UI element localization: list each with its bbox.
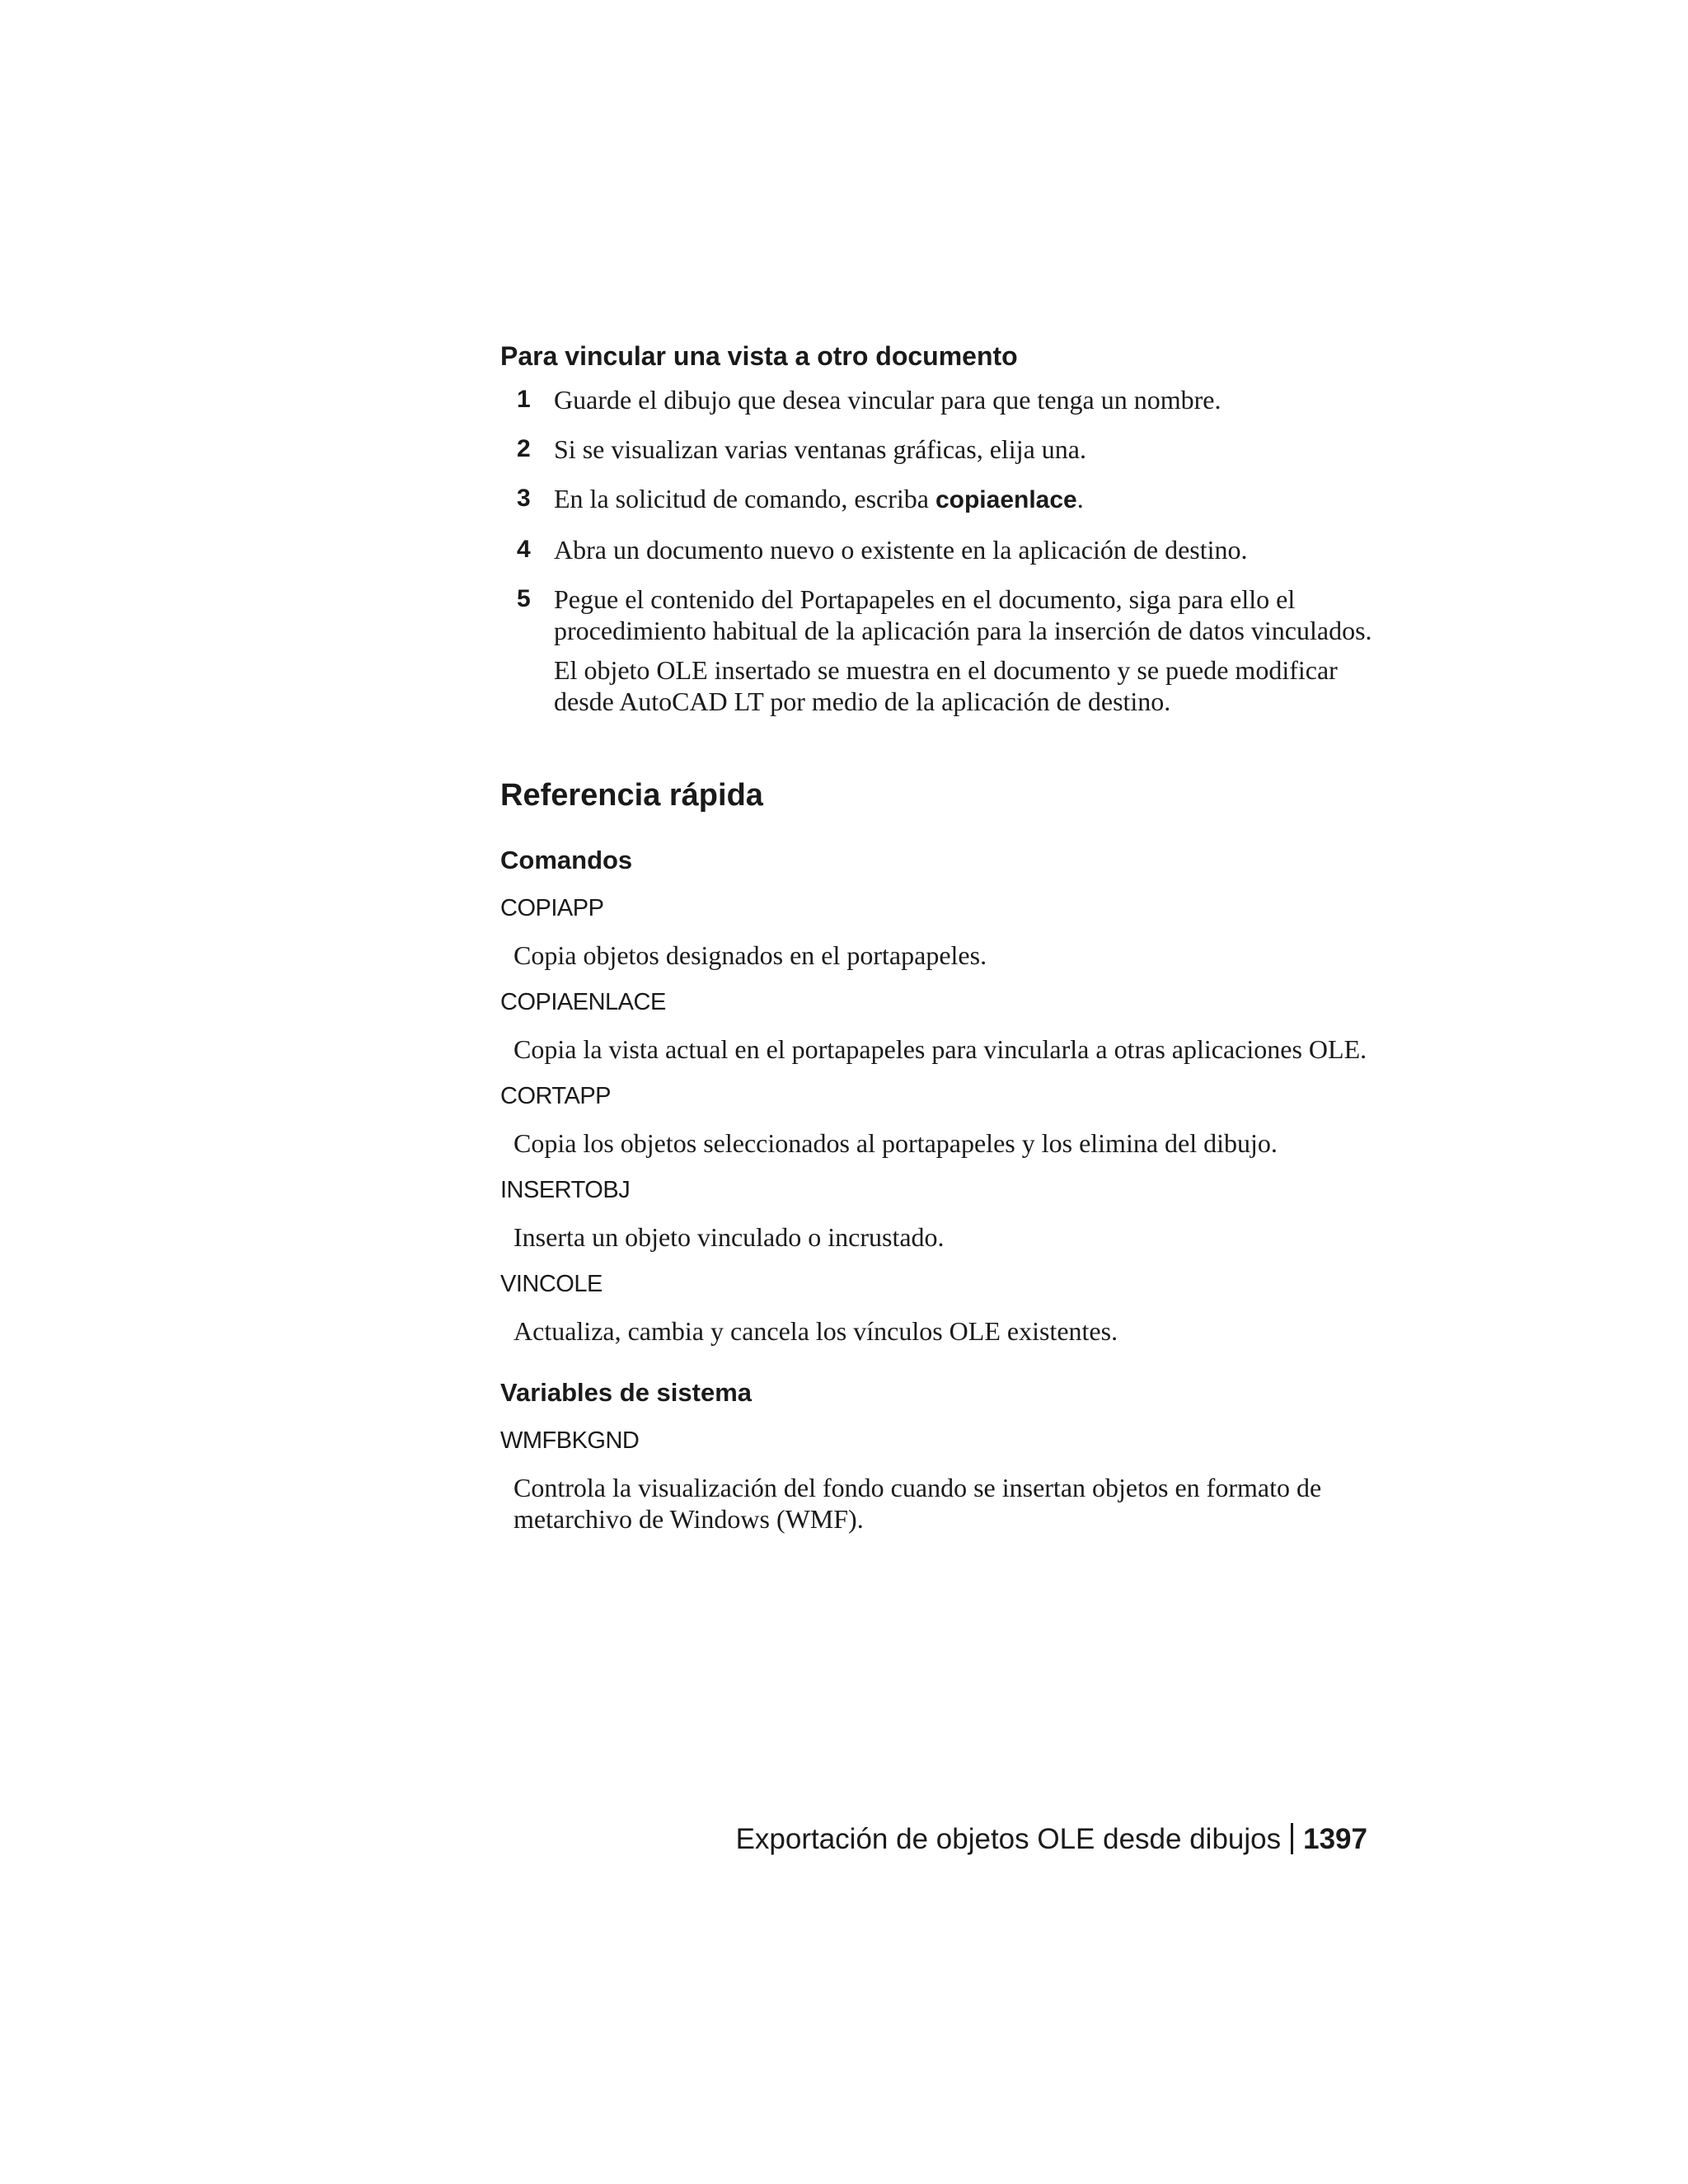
- step-result-note: El objeto OLE insertado se muestra en el documento y se puede modificar desde AutoCAD LT por medio de la aplicación de destino.: [554, 655, 1338, 716]
- step-number: 2: [517, 435, 531, 462]
- step-number: 4: [517, 536, 531, 563]
- command-term: INSERTOBJ: [500, 1177, 631, 1203]
- quick-reference-title: Referencia rápida: [500, 778, 763, 813]
- page-number: 1397: [1303, 1823, 1367, 1855]
- procedure-steps: [500, 384, 1374, 717]
- command-description: Copia los objetos seleccionados al portapapeles y los elimina del dibujo.: [513, 1128, 1278, 1158]
- step-text: Si se visualizan varias ventanas gráficas, elija una.: [554, 434, 1086, 464]
- command-description: Actualiza, cambia y cancela los vínculos OLE existentes.: [513, 1316, 1118, 1346]
- command-description: Copia la vista actual en el portapapeles para vincularla a otras aplicaciones OLE.: [513, 1034, 1367, 1064]
- step-item: [500, 483, 1374, 516]
- step-text: Pegue el contenido del Portapapeles en el documento, siga para ello el procedimiento habitual de la aplicación para la inserción de datos vinculados.: [554, 584, 1372, 645]
- procedure-title: Para vincular una vista a otro documento: [500, 341, 1018, 371]
- system-variable-term: WMFBKGND: [500, 1427, 640, 1454]
- step-item: [500, 583, 1374, 717]
- command-term: VINCOLE: [500, 1271, 603, 1297]
- step-text-end: .: [1076, 484, 1084, 513]
- step-item: [500, 534, 1374, 565]
- footer-separator: [1291, 1823, 1293, 1854]
- command-term: COPIAENLACE: [500, 989, 666, 1015]
- step-item: [500, 384, 1374, 415]
- command-description: Inserta un objeto vinculado o incrustado.: [513, 1222, 945, 1252]
- command-term: CORTAPP: [500, 1083, 612, 1109]
- page-footer: [736, 1821, 1367, 1858]
- command-term: COPIAPP: [500, 895, 604, 921]
- page-content: [500, 340, 1374, 1535]
- step-number: 3: [517, 485, 531, 512]
- command-name: copiaenlace: [935, 486, 1077, 513]
- step-text: Abra un documento nuevo o existente en la aplicación de destino.: [554, 535, 1248, 565]
- step-number: 1: [517, 386, 531, 413]
- step-text: En la solicitud de comando, escriba: [554, 484, 935, 513]
- command-description: Copia objetos designados en el portapapeles.: [513, 940, 987, 970]
- system-variable-description: Controla la visualización del fondo cuando se insertan objetos en formato de metarchivo de Windows (WMF).: [513, 1473, 1322, 1534]
- footer-chapter-title: Exportación de objetos OLE desde dibujos: [735, 1823, 1282, 1855]
- step-item: [500, 434, 1374, 465]
- commands-title: Comandos: [500, 846, 633, 874]
- step-number: 5: [517, 585, 531, 612]
- step-text: Guarde el dibujo que desea vincular para que tenga un nombre.: [554, 385, 1221, 415]
- system-variables-title: Variables de sistema: [500, 1378, 753, 1407]
